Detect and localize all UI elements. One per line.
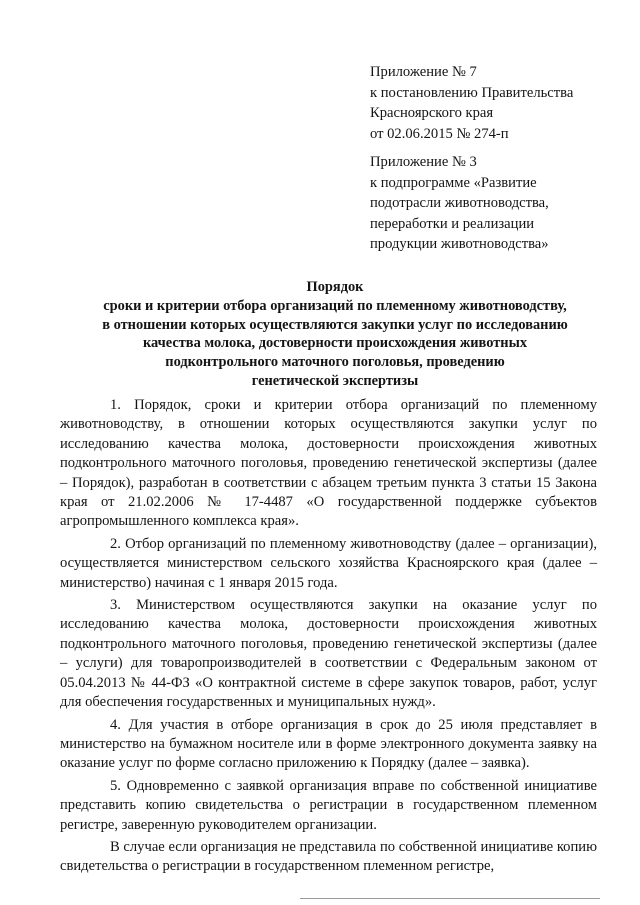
paragraph-3: 3. Министерством осуществляются закупки на оказание услуг по исследованию качества молока, достоверности происхождения животных подконтрольного маточного поголовья, проведению генетической экспертизы (далее – услуги) для товаропроизводителей в соответствии с Федеральным законом от 05.04.2013 № 44-ФЗ «О контрактной системе в сфере закупок товаров, работ, услуг для обеспечения государственных и муниципальных нужд». [60, 597, 597, 711]
title-line: сроки и критерии отбора организаций по племенному животноводству, [103, 297, 567, 314]
paragraph-4: 4. Для участия в отборе организация в срок до 25 июля представляет в министерство на бумажном носителе или в форме электронного документа заявку на оказание услуг по форме согласно приложению к Порядку (далее – заявка). [60, 716, 597, 772]
paragraph-1: 1. Порядок, сроки и критерии отбора организаций по племенному животноводству, в отношении которых осуществляются закупки услуг по исследованию качества молока, достоверности происхождения животных подконтрольного маточного поголовья, проведению генетической экспертизы (далее – Порядок), разработан в соответствии с абзацем третьим пункта 3 статьи 15 Закона края от 21.02.2006 № 17-4487 «О государственной поддержке субъектов агропромышленного комплекса края». [60, 397, 597, 530]
scan-edge-line [300, 898, 600, 899]
appendix-3-line: переработки и реализации [370, 215, 535, 232]
appendix-3-line: подотрасли животноводства, [370, 195, 549, 211]
document-body [60, 396, 597, 880]
paragraph-5: 5. Одновременно с заявкой организация вправе по собственной инициативе представить копию свидетельства о регистрации в государственном племенном регистре, заверенную руководителем организации. [60, 777, 597, 833]
appendix-7-line: Приложение № 7 [370, 64, 477, 80]
appendix-3-line: продукции животноводства» [370, 236, 549, 252]
title-line: подконтрольного маточного поголовья, проведению [165, 354, 505, 371]
appendix-7-header [370, 62, 573, 144]
appendix-7-line: от 02.06.2015 № 274-п [370, 125, 509, 142]
appendix-3-header [370, 152, 549, 255]
paragraph-6: В случае если организация не представила по собственной инициативе копию свидетельства о регистрации в государственном племенном регистре, [60, 838, 597, 875]
title-line: качества молока, достоверности происхождения животных [142, 335, 528, 352]
appendix-3-line: к подпрограмме «Развитие [370, 174, 537, 191]
title-line: Порядок [306, 279, 364, 295]
appendix-7-line: к постановлению Правительства [370, 84, 574, 101]
title-line: генетической экспертизы [251, 372, 419, 389]
title-line: в отношении которых осуществляются закупки услуг по исследованию [102, 316, 568, 333]
paragraph-2: 2. Отбор организаций по племенному животноводству (далее – организации), осуществляется министерством сельского хозяйства Красноярского края (далее – министерство) начиная с 1 января 2015 года. [60, 535, 597, 591]
appendix-7-line: Красноярского края [370, 105, 494, 121]
appendix-3-line: Приложение № 3 [370, 154, 477, 170]
document-title [60, 278, 610, 391]
